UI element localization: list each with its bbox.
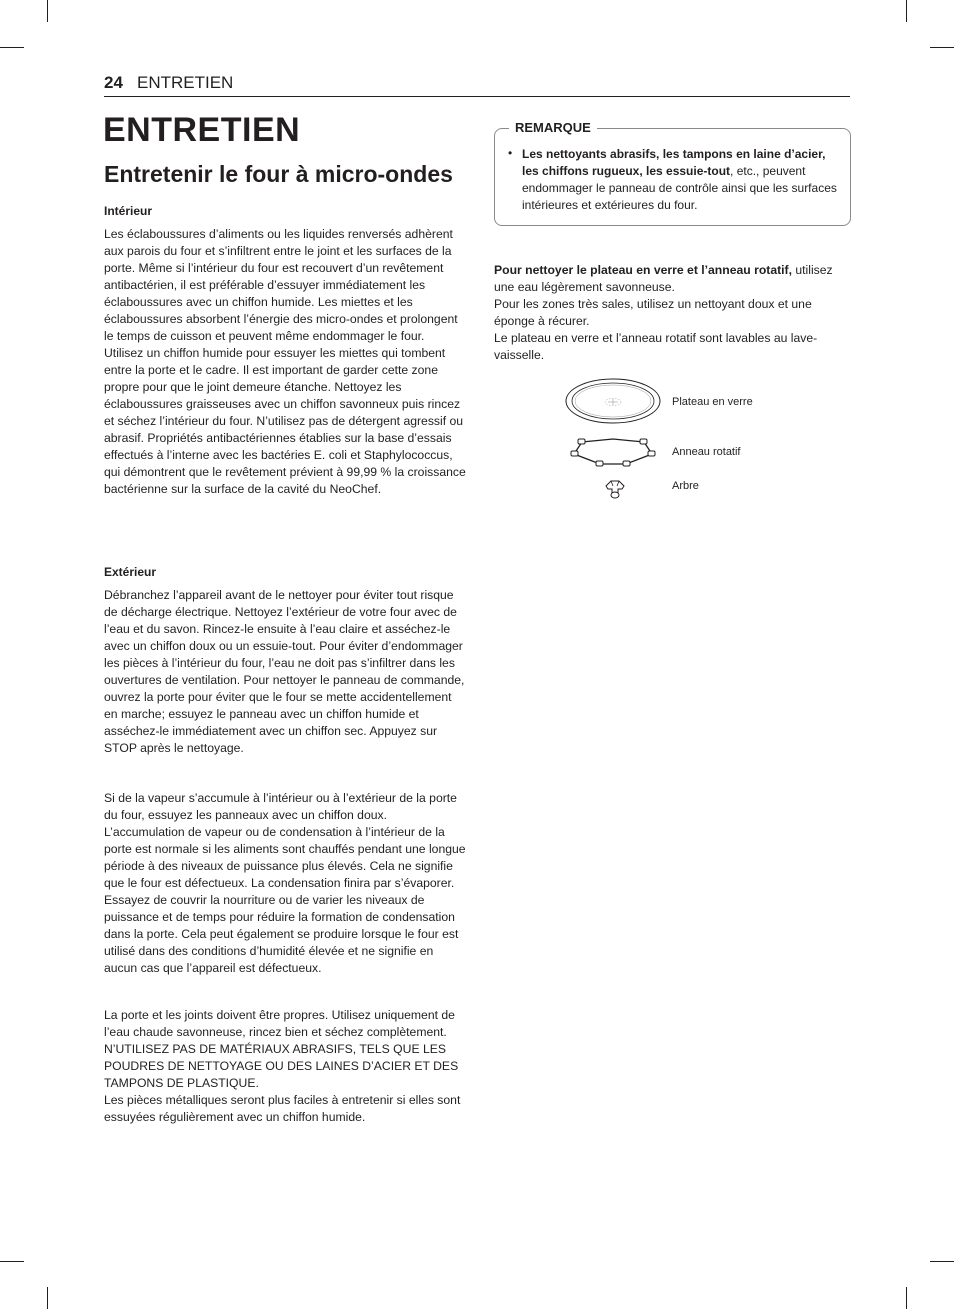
section-subtitle: Entretenir le four à micro-ondes (104, 161, 453, 187)
page-title: ENTRETIEN (103, 111, 301, 149)
tray-bold-text: Pour nettoyer le plateau en verre et l’anneau rotatif, (494, 263, 792, 277)
note-bold-text: Les nettoyants abrasifs, les tampons en laine d’acier, les chiffons rugueux, les essuie-tout (522, 147, 826, 178)
tray-cleaning-text (494, 262, 852, 364)
crop-mark (47, 1287, 48, 1309)
note-rest-text: , etc., peuvent endommager le panneau de contrôle ainsi que les surfaces intérieures et extérieures du four. (522, 164, 837, 212)
note-box (494, 120, 851, 226)
crop-mark (906, 0, 907, 22)
interior-label: Intérieur (104, 204, 153, 218)
bullet-icon: • (508, 146, 513, 160)
crop-mark (0, 1261, 24, 1262)
exterior-paragraph-3-caps: La porte et les joints doivent être propres. Utilisez uniquement de l’eau chaude savonneuse, rincez bien et séchez complètement. N’UTILISEZ PAS DE MATÉRIAUX ABRASIFS, TELS QUE LES POUDRES DE NETTOYAGE OU DES LAINES D’ACIER ET DES TAMPONS DE PLASTIQUE. (104, 1008, 459, 1090)
note-title: REMARQUE (509, 120, 597, 135)
exterior-paragraph-1: Débranchez l’appareil avant de le nettoyer pour éviter tout risque de décharge électrique. Nettoyez l’extérieur de votre four avec de l’eau et du savon. Rincez-le ensuite à l’eau claire et asséchez-le avec un chiffon doux ou un essuie-tout. Pour éviter d’endommager les pièces à l’intérieur du four, l’eau ne doit pas s’infiltrer dans les ouvertures de ventilation. Pour nettoyer le panneau de commande, ouvrez la porte pour éviter que le four se mette accidentellement en marche; essuyez le panneau avec un chiffon humide et asséchez-le immédiatement avec un chiffon sec. Appuyez sur STOP après le nettoyage. (104, 588, 465, 755)
exterior-paragraph-3 (104, 1007, 466, 1126)
glass-tray-icon (564, 377, 662, 425)
tray-line-2: Pour les zones très sales, utilisez un nettoyant doux et une éponge à récurer. (494, 297, 812, 328)
exterior-paragraph-3-metal: Les pièces métalliques seront plus faciles à entretenir si elles sont essuyées régulièrement avec un chiffon humide. (104, 1093, 461, 1124)
exterior-label: Extérieur (104, 565, 157, 579)
note-text (522, 146, 840, 214)
crop-mark (906, 1287, 907, 1309)
roller-ring-label: Anneau rotatif (672, 446, 741, 458)
shaft-icon (603, 478, 627, 500)
shaft-label: Arbre (672, 480, 699, 492)
crop-mark (930, 1261, 954, 1262)
tray-line-3: Le plateau en verre et l’anneau rotatif sont lavables au lave-vaisselle. (494, 331, 818, 362)
crop-mark (47, 0, 48, 22)
page-number: 24 (104, 73, 123, 92)
glass-tray-label: Plateau en verre (672, 396, 753, 408)
roller-ring-icon (570, 436, 656, 468)
interior-text: Les éclaboussures d’aliments ou les liquides renversés adhèrent aux parois du four et s’infiltrent entre le joint et les surfaces de la porte. Même si l’intérieur du four est recouvert d’un revêtement antibactérien, il est préférable d’essuyer immédiatement les éclaboussures avec un chiffon humide. Les miettes et les éclaboussures absorbent l’énergie des micro-ondes et prolongent le temps de cuisson et peuvent même endommager le four. Utilisez un chiffon humide pour essuyer les miettes qui tombent entre la porte et le cadre. Il est important de garder cette zone propre pour que le joint demeure étanche. Nettoyez les éclaboussures graisseuses avec un chiffon savonneux puis rincez et séchez l’intérieur du four. N’utilisez pas de détergent agressif ou abrasif. Propriétés antibactériennes établies sur la base d’essais effectués à l’interne avec les bactéries E. coli et Staphylococcus, qui démontrent que le revêtement prévient à 99,99 % la croissance bactérienne sur la surface de la cavité du NeoChef. (104, 227, 466, 496)
crop-mark (930, 47, 954, 48)
crop-mark (0, 47, 24, 48)
exterior-paragraph-2: Si de la vapeur s’accumule à l’intérieur ou à l’extérieur de la porte du four, essuyez les panneaux avec un chiffon doux. L’accumulation de vapeur ou de condensation à l’intérieur de la porte est normale si les aliments sont chauffés pendant une longue période à des niveaux de puissance plus élevés. Cela ne signifie que le four est défectueux. La condensation finira par s’évaporer. Essayez de couvrir la nourriture ou de varier les niveaux de puissance et de temps pour réduire la formation de condensation dans la porte. Cela peut également se produire lorsque le four est utilisé dans des conditions d’humidité élevée et ne signifie en aucun cas que l’appareil est défectueux. (104, 791, 466, 975)
tray-rest-text: utilisez une eau légèrement savonneuse. (494, 263, 833, 294)
page-header (104, 73, 850, 97)
section-name: ENTRETIEN (137, 73, 234, 92)
